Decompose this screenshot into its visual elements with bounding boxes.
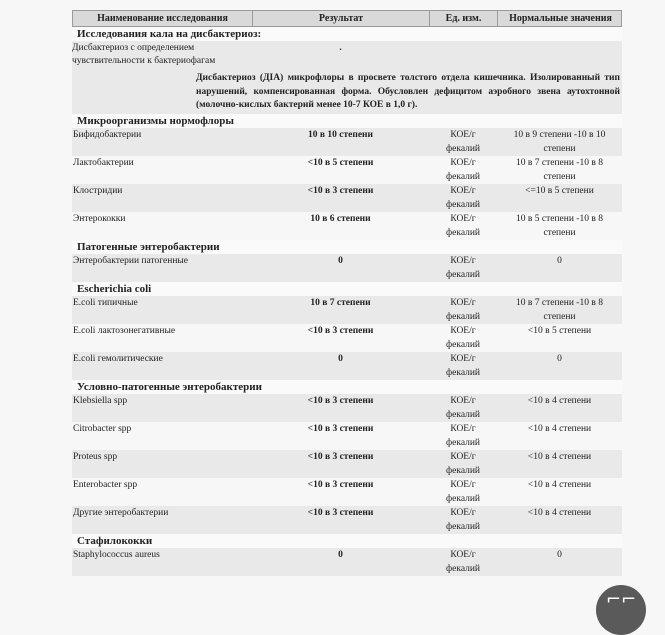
row-unit [429,478,497,506]
row-result: <10 в 3 степени [307,423,374,434]
row-result: 0 [338,353,343,364]
row-unit-line1: КОЕ/г [450,325,476,336]
row-unit [429,296,497,324]
section-title: Патогенные энтеробактерии [72,240,622,254]
section-title: Escherichia coli [72,282,622,296]
row-unit-line2: фекалий [445,409,481,420]
row-norm [497,128,622,156]
row-unit-line1: КОЕ/г [450,129,476,140]
row-name: Другие энтеробактерии [73,507,169,518]
table-row [72,184,622,212]
row-norm [497,156,622,184]
row-norm [497,478,622,506]
header-norm: Нормальные значения [509,13,612,24]
row-norm-line1: 0 [557,255,562,266]
row-result: <10 в 3 степени [307,507,374,518]
row-norm-line1: <10 в 4 степени [527,395,592,406]
row-unit-line2: фекалий [445,465,481,476]
row-norm-line1: <10 в 4 степени [527,507,592,518]
row-norm-line1: 10 в 7 степени -10 в 8 [516,157,603,168]
row-result: <10 в 5 степени [307,157,374,168]
row-norm-line1: 0 [557,353,562,364]
table-header [72,10,622,27]
row-name: Энтеробактерии патогенные [73,255,189,266]
row-norm [497,548,622,576]
section-title: Условно-патогенные энтеробактерии [72,380,622,394]
row-name: Бифидобактерии [73,129,142,140]
table-row [72,296,622,324]
table-row [72,394,622,422]
row-norm-line2: степени [543,227,576,238]
table-row [72,212,622,240]
row-norm-line1: 10 в 9 степени -10 в 10 [513,129,606,140]
expand-icon[interactable]: ⌐⌐ [596,585,646,635]
dysbiosis-row [72,41,622,114]
header-unit: Ед. изм. [430,11,498,26]
row-unit [429,506,497,534]
row-name: Proteus spp [73,451,118,462]
row-name: Enterobacter spp [73,479,138,490]
header-result: Результат [253,11,430,26]
row-norm [497,450,622,478]
row-norm-line1: <10 в 4 степени [527,479,592,490]
dysbiosis-name: Дисбактериоз с определением чувствительности к бактериофагам [72,43,216,66]
lab-report-sheet [72,10,622,576]
results-sections [72,114,622,576]
row-name: Staphylococcus aureus [73,549,160,560]
row-unit [429,156,497,184]
row-name: Клостридии [73,185,123,196]
row-unit [429,184,497,212]
row-norm-line1: <10 в 5 степени [527,325,592,336]
row-name: E.coli гемолитические [73,353,163,364]
row-result: <10 в 3 степени [307,185,374,196]
row-unit [429,450,497,478]
row-unit [429,324,497,352]
row-unit-line1: КОЕ/г [450,451,476,462]
row-result: 0 [338,549,343,560]
row-unit [429,422,497,450]
row-unit-line2: фекалий [445,143,481,154]
row-norm-line1: 10 в 5 степени -10 в 8 [516,213,603,224]
row-norm [497,506,622,534]
row-unit-line1: КОЕ/г [450,297,476,308]
row-norm [497,324,622,352]
row-unit-line1: КОЕ/г [450,157,476,168]
row-result: <10 в 3 степени [307,395,374,406]
row-unit-line1: КОЕ/г [450,185,476,196]
row-unit-line2: фекалий [445,199,481,210]
row-unit-line2: фекалий [445,563,481,574]
row-norm-line2: степени [543,311,576,322]
row-name: E.coli лактозонегативные [73,325,176,336]
table-row [72,450,622,478]
row-unit-line1: КОЕ/г [450,213,476,224]
row-norm-line1: 10 в 7 степени -10 в 8 [516,297,603,308]
section-title-main: Исследования кала на дисбактериоз: [72,27,622,41]
row-unit-line2: фекалий [445,521,481,532]
row-norm [497,212,622,240]
row-name: E.coli типичные [73,297,138,308]
row-norm [497,394,622,422]
table-row [72,254,622,282]
section-title: Микроорганизмы нормофлоры [72,114,622,128]
row-name: Энтерококки [73,213,126,224]
header-name: Наименование исследования [73,11,253,26]
row-unit [429,352,497,380]
row-norm [497,352,622,380]
row-norm-line2: степени [543,171,576,182]
row-norm [497,184,622,212]
row-unit [429,254,497,282]
row-unit [429,548,497,576]
row-unit-line1: КОЕ/г [450,507,476,518]
row-unit-line1: КОЕ/г [450,395,476,406]
row-result: 10 в 10 степени [308,129,373,140]
row-unit-line2: фекалий [445,269,481,280]
row-unit [429,212,497,240]
row-norm-line2: степени [543,143,576,154]
row-unit-line1: КОЕ/г [450,549,476,560]
row-result: <10 в 3 степени [307,479,374,490]
row-norm-line1: <10 в 4 степени [527,423,592,434]
row-result: 10 в 6 степени [310,213,371,224]
row-norm-line1: 0 [557,549,562,560]
row-unit-line2: фекалий [445,437,481,448]
row-unit-line1: КОЕ/г [450,423,476,434]
row-unit-line1: КОЕ/г [450,353,476,364]
dysbiosis-conclusion: Дисбактериоз (ДIА) микрофлоры в просвете толстого отдела кишечника. Изолированный тип нарушений, компенсированная форма. Обусловлен дефицитом аэробного звена аутохтонной (молочно-кислых бактерий менее 10-7 КОЕ в 1,0 г). [196,72,622,114]
section-title: Стафилококки [72,534,622,548]
row-name: Лактобактерии [73,157,134,168]
table-row [72,548,622,576]
row-result: 10 в 7 степени [310,297,371,308]
table-row [72,506,622,534]
row-name: Citrobacter spp [73,423,132,434]
row-unit-line2: фекалий [445,367,481,378]
row-unit-line1: КОЕ/г [450,479,476,490]
row-result: <10 в 3 степени [307,325,374,336]
table-row [72,478,622,506]
row-norm [497,422,622,450]
row-norm-line1: <=10 в 5 степени [525,185,594,196]
row-unit-line2: фекалий [445,493,481,504]
row-unit-line2: фекалий [445,171,481,182]
table-row [72,352,622,380]
row-unit-line2: фекалий [445,311,481,322]
row-unit [429,394,497,422]
row-norm [497,254,622,282]
row-norm-line1: <10 в 4 степени [527,451,592,462]
table-row [72,422,622,450]
row-norm [497,296,622,324]
table-row [72,324,622,352]
row-name: Klebsiella spp [73,395,128,406]
row-unit-line2: фекалий [445,339,481,350]
table-row [72,156,622,184]
row-result: 0 [338,255,343,266]
table-row [72,128,622,156]
row-unit-line2: фекалий [445,227,481,238]
row-unit [429,128,497,156]
row-unit-line1: КОЕ/г [450,255,476,266]
dysbiosis-result: . [339,43,342,53]
row-result: <10 в 3 степени [307,451,374,462]
